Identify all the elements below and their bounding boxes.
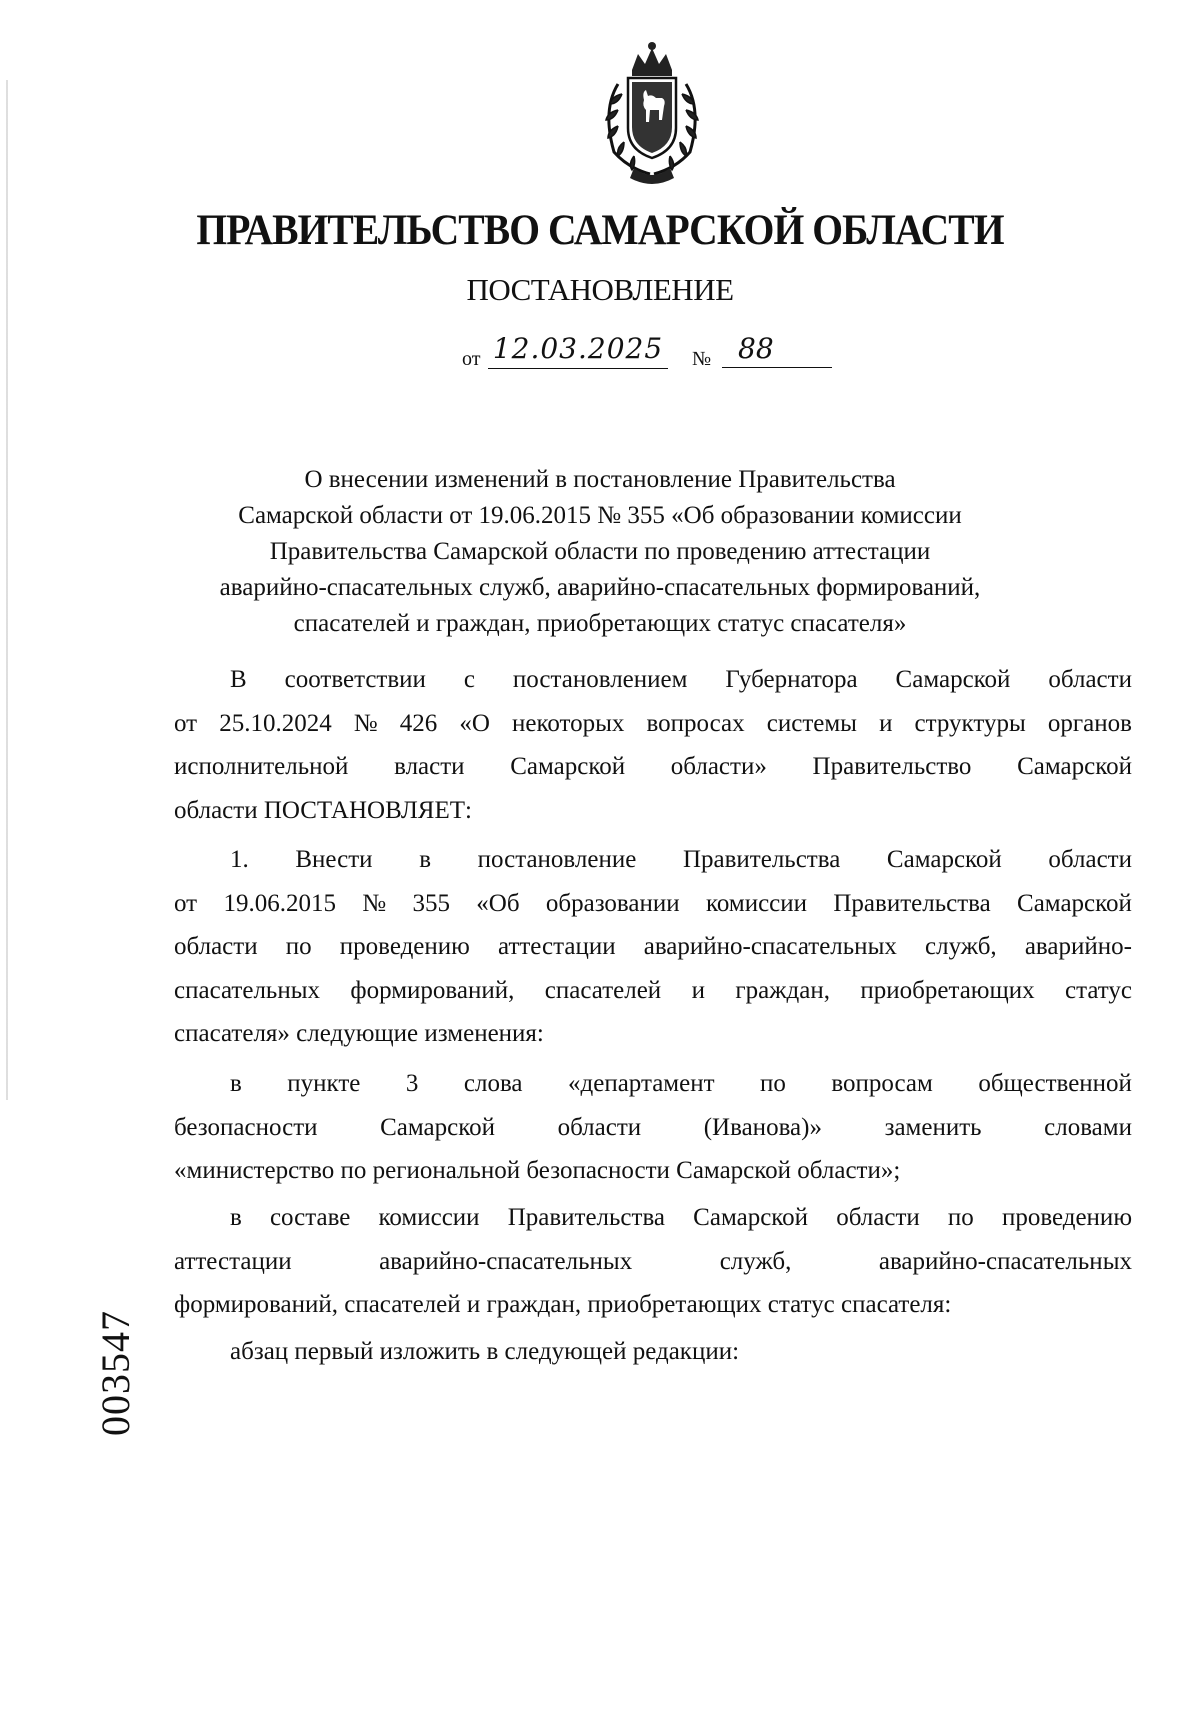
word: аттестации — [498, 933, 616, 960]
word: Правительства — [833, 889, 991, 917]
word: в — [419, 846, 431, 873]
word: исполнительной — [174, 753, 349, 780]
word: с — [463, 666, 475, 693]
text-line — [174, 1330, 1132, 1374]
document-number: 88 — [722, 332, 832, 368]
word: постановлением — [512, 666, 688, 693]
word: по — [947, 1204, 974, 1231]
heading-line: О внесении изменений в постановление Правительства — [304, 466, 896, 493]
word: структуры — [914, 709, 1026, 737]
text-line — [174, 745, 1132, 789]
word: постановление — [477, 846, 637, 873]
heading-line: Самарской области от 19.06.2015 № 355 «Об образовании комиссии — [238, 502, 962, 529]
word: № — [362, 889, 387, 917]
text-line — [174, 925, 1132, 969]
text-line — [174, 1283, 1132, 1327]
document-type: ПОСТАНОВЛЕНИЕ — [466, 272, 734, 307]
word: № — [353, 709, 378, 737]
paragraph-preamble — [174, 658, 1132, 832]
word: 25.10.2024 — [219, 709, 332, 737]
paragraph-item-1 — [174, 838, 1132, 1056]
date-number-line — [462, 332, 862, 376]
word: некоторых — [512, 709, 625, 737]
coat-of-arms-emblem — [588, 40, 716, 185]
word: 19.06.2015 — [223, 889, 336, 917]
word: Самарской — [895, 666, 1011, 693]
text-line — [174, 1240, 1132, 1284]
text-line — [174, 702, 1132, 746]
word: вопросах — [646, 709, 745, 737]
text-line — [174, 789, 1132, 833]
text-line-content: формирований, спасателей и граждан, приобретающих статус спасателя: — [174, 1291, 952, 1318]
word: Самарской — [886, 846, 1002, 873]
word: спасательных — [174, 976, 320, 1004]
paragraph-commission — [174, 1196, 1132, 1327]
word: граждан, — [735, 976, 830, 1004]
word: «департамент — [568, 1070, 715, 1097]
word: Самарской — [380, 1113, 495, 1141]
text-line-content: «министерство по региональной безопасности Самарской области»; — [174, 1157, 901, 1184]
word: соответствии — [284, 666, 426, 693]
word: 3 — [405, 1070, 419, 1097]
word: слова — [463, 1070, 523, 1097]
text-line — [174, 1012, 1132, 1056]
word: области — [557, 1113, 642, 1141]
number-label: № — [692, 348, 712, 370]
from-label: от — [462, 348, 481, 370]
word: вопросам — [831, 1070, 933, 1097]
scan-edge-artifact — [6, 0, 8, 1716]
word: от — [174, 889, 198, 917]
text-line — [174, 1062, 1132, 1106]
heading-line: Правительства Самарской области по проведению аттестации — [269, 538, 931, 565]
word: Самарской — [1017, 753, 1132, 780]
word: по — [285, 933, 312, 960]
text-line — [174, 1149, 1132, 1193]
heading-line: аварийно-спасательных служб, аварийно-спасательных формирований, — [219, 574, 981, 601]
text-line — [174, 882, 1132, 926]
word: Внести — [295, 846, 373, 873]
word: органов — [1047, 709, 1132, 737]
word: Правительства — [507, 1204, 666, 1231]
word: Самарской — [510, 753, 626, 780]
word: служб, — [925, 933, 997, 960]
paragraph-point-3 — [174, 1062, 1132, 1193]
word: статус — [1065, 976, 1132, 1004]
word: по — [760, 1070, 786, 1097]
word: комиссии — [705, 889, 808, 917]
word: Правительство — [812, 753, 972, 780]
word: формирований, — [350, 976, 515, 1004]
word: 426 — [399, 709, 438, 737]
word: «О — [459, 709, 490, 737]
word: 355 — [412, 889, 450, 917]
word: и — [691, 976, 705, 1004]
word: Самарской — [693, 1204, 809, 1231]
word: общественной — [978, 1070, 1132, 1097]
word: области — [174, 933, 258, 960]
word: и — [879, 709, 893, 737]
word: аварийно-спасательных — [643, 933, 897, 960]
word: Самарской — [1017, 889, 1132, 917]
word: заменить — [884, 1113, 982, 1141]
word: (Иванова)» — [703, 1113, 822, 1141]
word: пункте — [287, 1070, 361, 1097]
word: аварийно- — [1024, 933, 1132, 960]
document-date: 12.03.2025 — [488, 332, 668, 369]
word: безопасности — [174, 1113, 318, 1141]
text-line — [174, 969, 1132, 1013]
text-line-content: области ПОСТАНОВЛЯЕТ: — [174, 796, 472, 824]
word: Губернатора — [725, 666, 858, 693]
word: аварийно-спасательных — [878, 1247, 1132, 1275]
word: области» — [670, 753, 767, 780]
word: проведению — [1001, 1204, 1132, 1231]
word: словами — [1044, 1113, 1132, 1141]
word: аварийно-спасательных — [379, 1247, 633, 1275]
word: от — [174, 709, 198, 737]
word: власти — [394, 753, 465, 780]
word: проведению — [339, 933, 470, 960]
heading-line: спасателей и граждан, приобретающих статус спасателя» — [293, 610, 907, 637]
word: области — [836, 1204, 920, 1231]
word: составе — [269, 1204, 351, 1231]
text-line — [174, 658, 1132, 702]
text-line-content: спасателя» следующие изменения: — [174, 1020, 544, 1047]
word: 1. — [230, 846, 249, 873]
word: аттестации — [174, 1247, 292, 1275]
document-heading — [200, 462, 1000, 642]
word: области — [1048, 846, 1132, 873]
word: приобретающих — [860, 976, 1035, 1004]
text-line — [174, 1196, 1132, 1240]
word: служб, — [719, 1247, 792, 1275]
government-title: ПРАВИТЕЛЬСТВО САМАРСКОЙ ОБЛАСТИ — [196, 207, 1004, 254]
text-line — [174, 838, 1132, 882]
word: в — [230, 1204, 242, 1231]
word: спасателей — [544, 976, 662, 1004]
word: комиссии — [378, 1204, 480, 1231]
text-line — [174, 1106, 1132, 1150]
word: Правительства — [682, 846, 841, 873]
paragraph-first-abzac — [174, 1330, 1132, 1374]
registration-stamp-number: 003547 — [93, 1310, 138, 1436]
word: области — [1048, 666, 1132, 693]
word: «Об — [476, 889, 520, 917]
word: в — [230, 1070, 242, 1097]
text-line-content: абзац первый изложить в следующей редакции: — [230, 1338, 740, 1365]
word: В — [230, 666, 247, 693]
word: образовании — [545, 889, 680, 917]
word: системы — [766, 709, 857, 737]
